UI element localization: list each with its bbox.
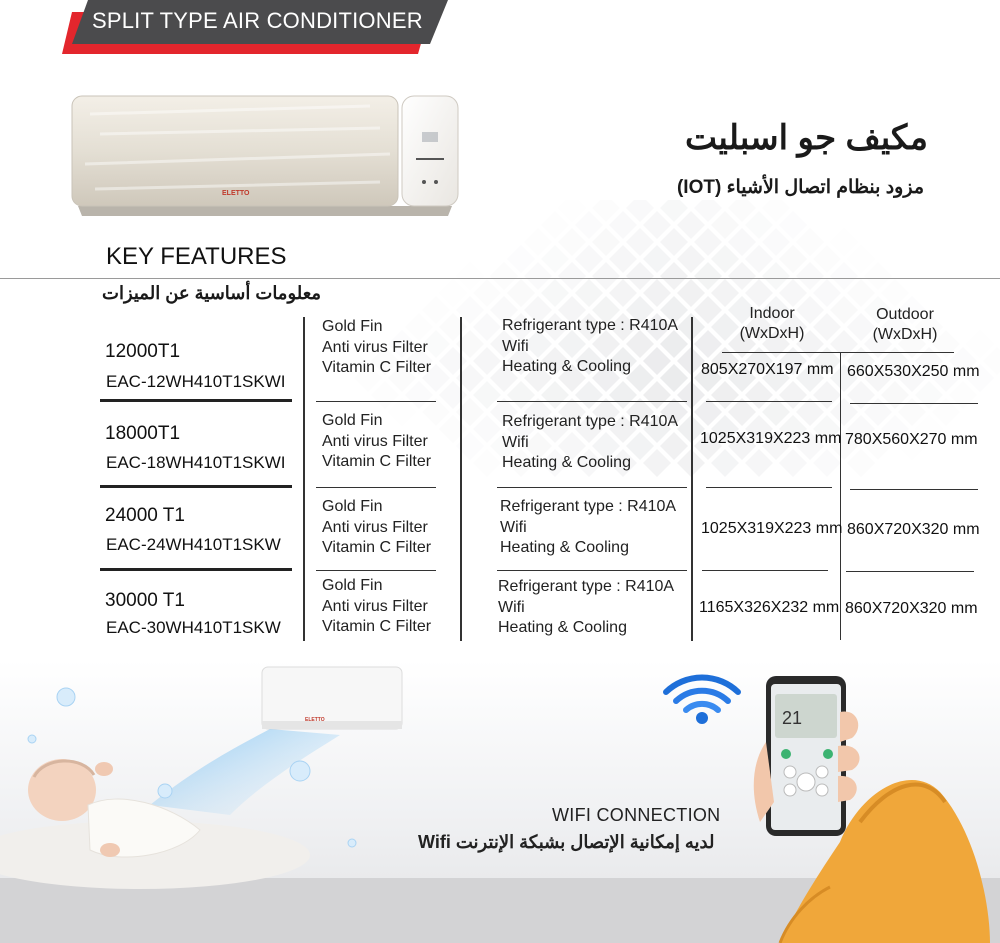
pattern-diamond bbox=[881, 279, 909, 307]
outdoor-dimensions: 780X560X270 mm bbox=[845, 431, 978, 448]
pattern-diamond bbox=[745, 279, 773, 307]
capacity-label: 24000 T1 bbox=[105, 505, 185, 526]
pattern-diamond bbox=[660, 262, 688, 290]
pattern-diamond bbox=[745, 449, 773, 477]
key-features-heading: KEY FEATURES bbox=[106, 243, 287, 270]
pattern-diamond bbox=[507, 381, 535, 409]
smartphone-in-hand-image bbox=[740, 672, 990, 943]
feature-item: Vitamin C Filter bbox=[322, 453, 432, 470]
pattern-diamond bbox=[779, 449, 807, 477]
pattern-diamond bbox=[796, 228, 824, 256]
pattern-diamond bbox=[779, 279, 807, 307]
pattern-diamond bbox=[609, 211, 637, 239]
pattern-diamond bbox=[813, 245, 841, 273]
sleeping-baby-illustration bbox=[0, 665, 440, 895]
pattern-diamond bbox=[609, 245, 637, 273]
pattern-diamond bbox=[728, 398, 756, 426]
outdoor-header-label: Outdoor bbox=[876, 306, 934, 323]
arabic-product-title: مكيف جو اسبليت bbox=[684, 119, 928, 157]
row-separator bbox=[316, 401, 436, 402]
pattern-diamond bbox=[966, 330, 994, 358]
pattern-diamond bbox=[643, 381, 671, 409]
pattern-diamond bbox=[541, 211, 569, 239]
pattern-diamond bbox=[728, 228, 756, 256]
pattern-diamond bbox=[592, 228, 620, 256]
indoor-header-label: Indoor bbox=[749, 305, 795, 322]
pattern-diamond bbox=[609, 279, 637, 307]
pattern-diamond bbox=[813, 449, 841, 477]
feature-item: Gold Fin bbox=[322, 577, 383, 594]
feature-item: Anti virus Filter bbox=[322, 597, 428, 615]
spec-item: Wifi bbox=[498, 598, 525, 616]
row-separator bbox=[706, 487, 832, 488]
column-divider bbox=[840, 352, 841, 640]
row-separator bbox=[316, 570, 436, 571]
row-separator bbox=[846, 571, 974, 572]
pattern-diamond bbox=[864, 262, 892, 290]
pattern-diamond bbox=[830, 228, 858, 256]
pattern-diamond bbox=[847, 245, 875, 273]
wifi-connection-arabic-text: لديه إمكانية الإتصال بشبكة الإنترنت Wifi bbox=[418, 832, 715, 852]
spec-item: Wifi bbox=[500, 518, 527, 536]
column-divider bbox=[691, 317, 693, 641]
indoor-dimensions: 805X270X197 mm bbox=[701, 361, 834, 378]
pattern-diamond bbox=[439, 415, 467, 443]
pattern-diamond bbox=[949, 381, 977, 409]
feature-item: Vitamin C Filter bbox=[322, 359, 432, 376]
row-separator bbox=[100, 485, 292, 488]
model-number: EAC-12WH410T1SKWI bbox=[106, 372, 286, 391]
section-divider bbox=[0, 278, 1000, 279]
pattern-diamond bbox=[524, 228, 552, 256]
feature-item: Vitamin C Filter bbox=[322, 539, 432, 556]
pattern-diamond bbox=[660, 228, 688, 256]
pattern-diamond bbox=[762, 262, 790, 290]
pattern-diamond bbox=[541, 381, 569, 409]
feature-item: Gold Fin bbox=[322, 318, 383, 335]
pattern-diamond bbox=[745, 211, 773, 239]
pattern-diamond bbox=[694, 398, 722, 426]
pattern-diamond bbox=[473, 381, 501, 409]
row-separator bbox=[850, 403, 978, 404]
pattern-diamond bbox=[813, 279, 841, 307]
pattern-diamond bbox=[473, 415, 501, 443]
outdoor-header-units: (WxDxH) bbox=[872, 326, 938, 343]
pattern-diamond bbox=[677, 245, 705, 273]
svg-text:ELETTO: ELETTO bbox=[305, 717, 325, 723]
pattern-diamond bbox=[626, 228, 654, 256]
pattern-diamond bbox=[626, 262, 654, 290]
pattern-diamond bbox=[575, 381, 603, 409]
row-separator bbox=[497, 487, 687, 488]
spec-item: Refrigerant type : R410A bbox=[498, 578, 675, 595]
pattern-diamond bbox=[762, 228, 790, 256]
model-number: EAC-18WH410T1SKWI bbox=[106, 453, 286, 472]
phone-temperature-readout: 21 bbox=[782, 708, 803, 728]
pattern-diamond bbox=[541, 245, 569, 273]
pattern-diamond bbox=[643, 245, 671, 273]
outdoor-dimensions: 660X530X250 mm bbox=[847, 363, 980, 380]
pattern-diamond bbox=[813, 381, 841, 409]
pattern-diamond bbox=[592, 262, 620, 290]
outdoor-dimensions: 860X720X320 mm bbox=[845, 600, 978, 617]
row-separator bbox=[497, 570, 687, 571]
arabic-product-subtitle: مزود بنظام اتصال الأشياء (IOT) bbox=[676, 177, 924, 198]
pattern-diamond bbox=[439, 313, 467, 341]
feature-item: Vitamin C Filter bbox=[322, 618, 432, 635]
row-separator bbox=[100, 399, 292, 402]
spec-item: Wifi bbox=[502, 433, 529, 451]
pattern-diamond bbox=[745, 381, 773, 409]
pattern-diamond bbox=[711, 211, 739, 239]
pattern-diamond bbox=[711, 381, 739, 409]
pattern-diamond bbox=[541, 279, 569, 307]
pattern-diamond bbox=[473, 347, 501, 375]
pattern-diamond bbox=[456, 262, 484, 290]
feature-list bbox=[322, 576, 431, 638]
spec-item: Heating & Cooling bbox=[502, 454, 631, 471]
pattern-diamond bbox=[694, 262, 722, 290]
spec-item: Heating & Cooling bbox=[502, 358, 631, 375]
pattern-diamond bbox=[779, 381, 807, 409]
pattern-diamond bbox=[643, 279, 671, 307]
pattern-diamond bbox=[762, 398, 790, 426]
spec-item: Refrigerant type : R410A bbox=[500, 498, 677, 515]
outdoor-column-header bbox=[850, 305, 960, 345]
row-separator bbox=[316, 487, 436, 488]
feature-item: Anti virus Filter bbox=[322, 338, 428, 356]
indoor-dimensions: 1165X326X232 mm bbox=[699, 599, 840, 616]
page-title: SPLIT TYPE AIR CONDITIONER bbox=[92, 8, 423, 33]
pattern-diamond bbox=[728, 262, 756, 290]
pattern-diamond bbox=[847, 449, 875, 477]
pattern-diamond bbox=[677, 211, 705, 239]
feature-item: Anti virus Filter bbox=[322, 518, 428, 536]
column-divider bbox=[303, 317, 305, 641]
pattern-diamond bbox=[405, 381, 433, 409]
feature-list bbox=[322, 411, 431, 473]
pattern-diamond bbox=[558, 262, 586, 290]
pattern-diamond bbox=[677, 279, 705, 307]
pattern-diamond bbox=[915, 381, 943, 409]
pattern-diamond bbox=[779, 245, 807, 273]
pattern-diamond bbox=[711, 245, 739, 273]
indoor-column-header bbox=[718, 304, 826, 344]
air-conditioner-unit-image bbox=[70, 94, 460, 218]
pattern-diamond bbox=[524, 262, 552, 290]
outdoor-dimensions: 860X720X320 mm bbox=[847, 521, 980, 538]
pattern-diamond bbox=[371, 381, 399, 409]
spec-list bbox=[502, 316, 678, 378]
pattern-diamond bbox=[575, 279, 603, 307]
pattern-diamond bbox=[490, 262, 518, 290]
pattern-diamond bbox=[439, 279, 467, 307]
pattern-diamond bbox=[609, 381, 637, 409]
pattern-diamond bbox=[796, 262, 824, 290]
spec-item: Refrigerant type : R410A bbox=[502, 317, 679, 334]
pattern-diamond bbox=[830, 262, 858, 290]
pattern-diamond bbox=[558, 228, 586, 256]
feature-list bbox=[322, 497, 431, 559]
pattern-diamond bbox=[711, 279, 739, 307]
spec-item: Heating & Cooling bbox=[500, 539, 629, 556]
capacity-label: 12000T1 bbox=[105, 341, 181, 362]
feature-list bbox=[322, 317, 431, 379]
pattern-diamond bbox=[881, 381, 909, 409]
pattern-diamond bbox=[847, 279, 875, 307]
spec-list bbox=[500, 497, 676, 559]
indoor-dimensions: 1025X319X223 mm bbox=[701, 520, 843, 537]
pattern-diamond bbox=[711, 449, 739, 477]
column-divider bbox=[460, 317, 462, 641]
row-separator bbox=[850, 489, 978, 490]
feature-item: Gold Fin bbox=[322, 498, 383, 515]
pattern-diamond bbox=[439, 381, 467, 409]
pattern-diamond bbox=[439, 347, 467, 375]
capacity-label: 18000T1 bbox=[105, 423, 181, 444]
spec-list bbox=[498, 577, 674, 639]
feature-item: Anti virus Filter bbox=[322, 432, 428, 450]
key-features-arabic-heading: معلومات أساسية عن الميزات bbox=[102, 283, 322, 303]
row-separator bbox=[100, 568, 292, 571]
feature-item: Gold Fin bbox=[322, 412, 383, 429]
pattern-diamond bbox=[745, 245, 773, 273]
pattern-diamond bbox=[575, 211, 603, 239]
spec-list bbox=[502, 412, 678, 474]
row-separator bbox=[497, 401, 687, 402]
model-number: EAC-30WH410T1SKW bbox=[106, 618, 281, 637]
pattern-diamond bbox=[779, 211, 807, 239]
row-separator bbox=[706, 401, 832, 402]
pattern-diamond bbox=[694, 228, 722, 256]
model-number: EAC-24WH410T1SKW bbox=[106, 535, 281, 554]
wifi-icon bbox=[662, 668, 742, 726]
spec-item: Wifi bbox=[502, 337, 529, 355]
spec-item: Heating & Cooling bbox=[498, 619, 627, 636]
pattern-diamond bbox=[796, 398, 824, 426]
pattern-diamond bbox=[643, 211, 671, 239]
indoor-dimensions: 1025X319X223 mm bbox=[700, 430, 842, 447]
wifi-connection-title: WIFI CONNECTION bbox=[552, 805, 721, 825]
pattern-diamond bbox=[473, 279, 501, 307]
header-underline bbox=[722, 352, 954, 353]
pattern-diamond bbox=[847, 381, 875, 409]
pattern-diamond bbox=[507, 279, 535, 307]
indoor-header-units: (WxDxH) bbox=[739, 325, 805, 342]
pattern-diamond bbox=[473, 313, 501, 341]
capacity-label: 30000 T1 bbox=[105, 590, 185, 611]
row-separator bbox=[702, 570, 828, 571]
spec-item: Refrigerant type : R410A bbox=[502, 413, 679, 430]
brand-logo: ELETTO bbox=[222, 190, 250, 197]
pattern-diamond bbox=[473, 449, 501, 477]
pattern-diamond bbox=[575, 245, 603, 273]
pattern-diamond bbox=[507, 245, 535, 273]
